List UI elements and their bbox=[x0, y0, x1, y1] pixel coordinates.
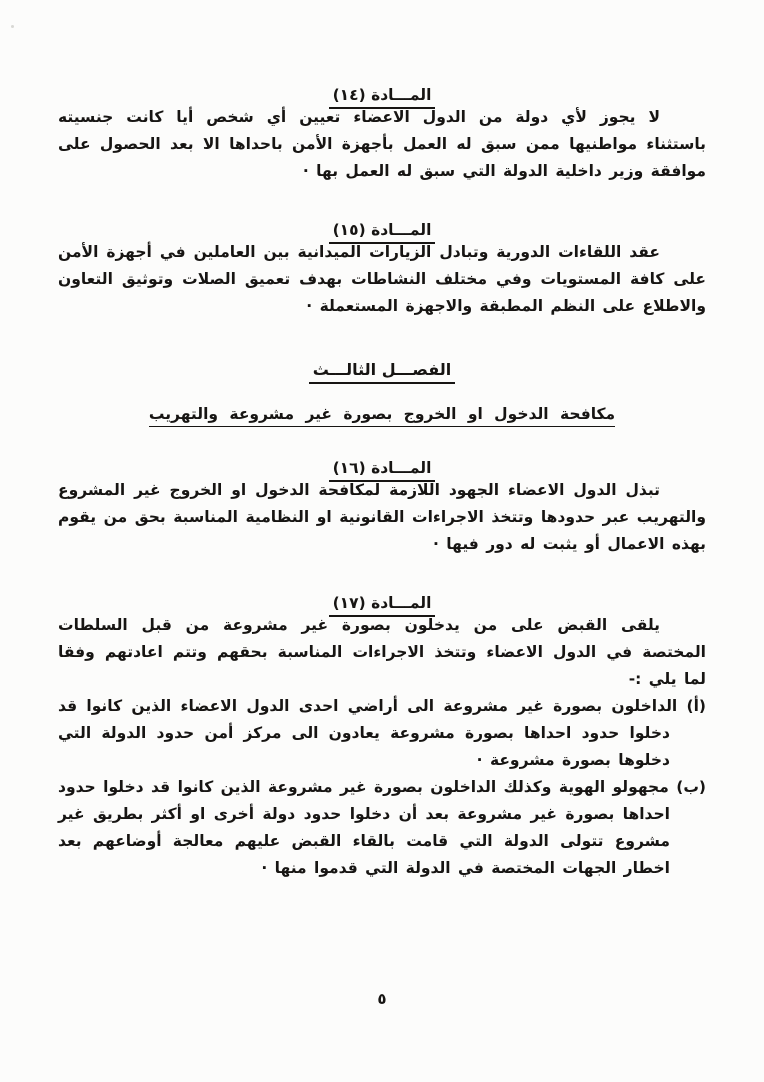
article-17-intro: يلقى القبض على من يدخلون بصورة غير مشروعة من قبل السلطات المختصة في الدول الاعضاء وتتخذ الاجراءات المناسبة بحقهم وتتم اعادتهم وفقا لما يلي :- bbox=[58, 616, 706, 688]
chapter-3-subtitle: مكافحة الدخول او الخروج بصورة غير مشروعة والتهريب bbox=[149, 405, 615, 427]
item-b-text: مجهولو الهوية وكذلك الداخلون بصورة غير مشروعة الذين كانوا قد دخلوا حدود احداها بصورة غير مشروعة بعد أن دخلوا حدود دولة أخرى او أكثر بطريق غير مشروع تتولى الدولة التي قامت بالقاء القبض عليهم معالجة أوضاعهم بعد اخطار الجهات المختصة في الدولة التي قدموا منها · bbox=[58, 778, 670, 877]
article-17-title: المـــادة (١٧) bbox=[329, 594, 436, 617]
article-16-title: المـــادة (١٦) bbox=[329, 459, 436, 482]
scan-artifact-speck bbox=[11, 25, 14, 28]
chapter-3-title: الفصـــل الثالـــث bbox=[309, 360, 455, 384]
article-15-heading bbox=[58, 221, 706, 239]
list-item-b bbox=[58, 774, 706, 882]
item-a-text: الداخلون بصورة غير مشروعة الى أراضي احدى الدول الاعضاء الذين كانوا قد دخلوا حدود احداها بصورة مشروعة يعادون الى مركز أمن حدود الدولة التي دخلوها بصورة مشروعة · bbox=[58, 697, 678, 769]
article-16-body: تبذل الدول الاعضاء الجهود اللازمة لمكافحة الدخول او الخروج غير المشروع والتهريب عبر حدودها وتتخذ الاجراءات القانونية او النظامية المناسبة بحق من يقوم بهذه الاعمال أو يثبت له دور فيها · bbox=[58, 481, 706, 553]
article-14-body: لا يجوز لأي دولة من الدول الاعضاء تعيين أي شخص أيا كانت جنسيته باستثناء مواطنيها ممن سبق له العمل بأجهزة الأمن باحداها الا بعد الحصول على موافقة وزير داخلية الدولة التي سبق له العمل بها · bbox=[58, 108, 706, 180]
item-b-marker: (ب) bbox=[676, 778, 707, 796]
list-item-a bbox=[58, 693, 706, 774]
article-15-body: عقد اللقاءات الدورية وتبادل الزيارات الميدانية بين العاملين في أجهزة الأمن على كافة المستويات وفي مختلف النشاطات بهدف تعميق الصلات وتوثيق التعاون والاطلاع على النظم المطبقة والاجهزة المستعملة · bbox=[58, 243, 706, 315]
article-14-heading bbox=[58, 86, 706, 104]
item-a-marker: (أ) bbox=[686, 697, 706, 715]
page-number: ٥ bbox=[377, 990, 387, 1008]
chapter-3-heading bbox=[58, 360, 706, 379]
article-15-title: المـــادة (١٥) bbox=[329, 221, 436, 244]
article-14-title: المـــادة (١٤) bbox=[329, 86, 436, 109]
article-17-item-list bbox=[58, 693, 706, 882]
article-16-heading bbox=[58, 459, 706, 477]
chapter-3-subtitle-row bbox=[58, 405, 706, 423]
article-17-heading bbox=[58, 594, 706, 612]
